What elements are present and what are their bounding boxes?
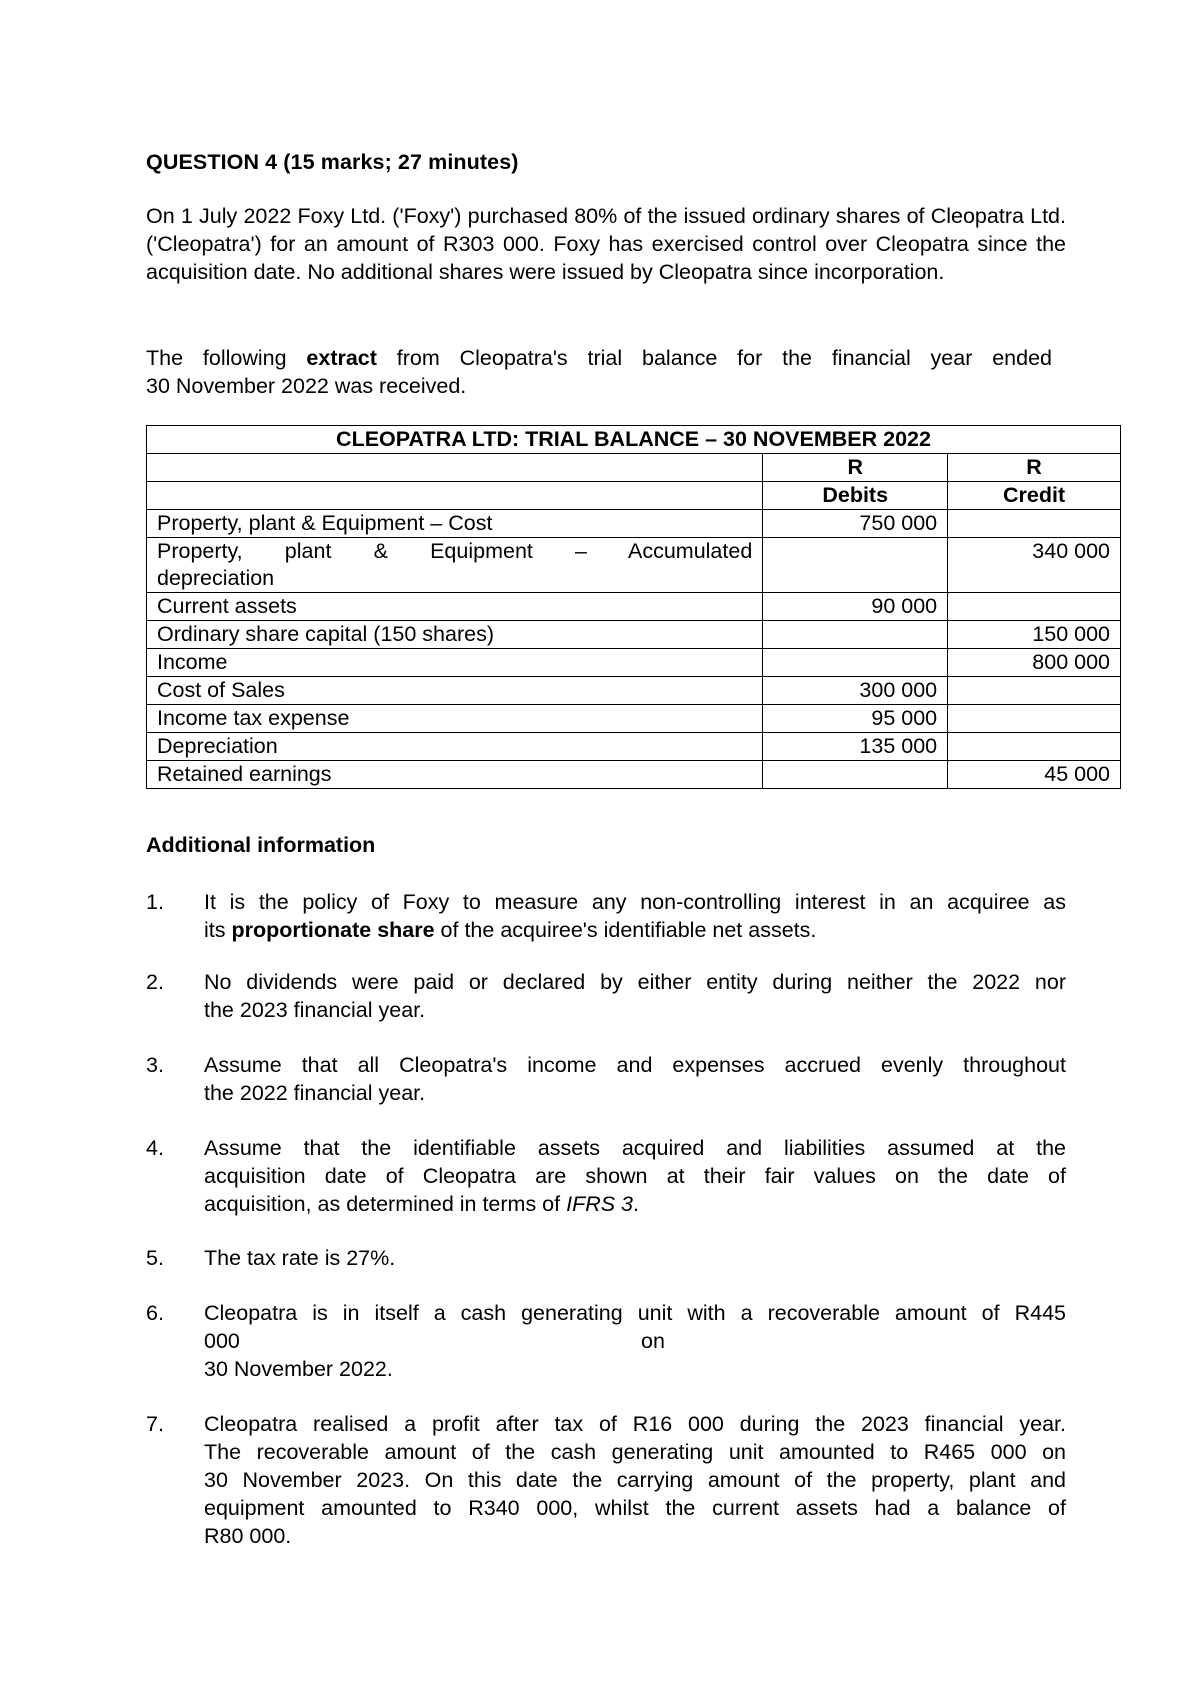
currency-debit: R xyxy=(763,454,948,482)
row-credit: 800 000 xyxy=(948,649,1121,677)
row-debit xyxy=(763,649,948,677)
row-debit: 95 000 xyxy=(763,705,948,733)
row-description: Retained earnings xyxy=(147,761,763,789)
table-title: CLEOPATRA LTD: TRIAL BALANCE – 30 NOVEMBER 2022 xyxy=(147,426,1121,454)
list-item-text xyxy=(204,888,1066,944)
currency-credit: R xyxy=(948,454,1121,482)
extract-pre: The following xyxy=(146,346,307,370)
list-item-text xyxy=(204,1410,1066,1550)
extract-line-2: 30 November 2022 was received. xyxy=(146,374,467,398)
list-item-text xyxy=(204,968,1066,1024)
row-description: Depreciation xyxy=(147,733,763,761)
list-item-line: The recoverable amount of the cash generating unit amounted to R465 000 on xyxy=(204,1440,1066,1464)
extract-line-1 xyxy=(146,344,1052,372)
row-description: Income tax expense xyxy=(147,705,763,733)
table-title-row xyxy=(147,426,1121,454)
list-item-number: 7. xyxy=(146,1412,164,1436)
list-item-text xyxy=(204,1051,1066,1107)
list-item-line: the 2022 financial year. xyxy=(204,1081,426,1105)
row-credit xyxy=(948,705,1121,733)
row-credit: 45 000 xyxy=(948,761,1121,789)
text-fragment: its xyxy=(204,918,232,942)
row-description-line-1: Property, plant & Equipment – Accumulated xyxy=(157,539,753,563)
extract-paragraph xyxy=(146,344,1052,400)
table-row xyxy=(147,538,1121,593)
row-credit: 150 000 xyxy=(948,621,1121,649)
intro-paragraph: On 1 July 2022 Foxy Ltd. ('Foxy') purchased 80% of the issued ordinary shares of Cleopatra Ltd. ('Cleopatra') for an amount of R303 000. Foxy has exercised control over Cleopatra since the acquisition date. No additional shares were issued by Cleopatra since incorporation. xyxy=(146,204,1066,284)
text-fragment: on xyxy=(641,1329,665,1353)
text-fragment: 000 xyxy=(204,1329,240,1353)
text-fragment: of the acquiree's identifiable net assets. xyxy=(434,918,817,942)
table-row xyxy=(147,677,1121,705)
table-header-row xyxy=(147,482,1121,510)
row-description: Income xyxy=(147,649,763,677)
list-item-line: No dividends were paid or declared by either entity during neither the 2022 nor xyxy=(204,970,1066,994)
list-item-line: It is the policy of Foxy to measure any non-controlling interest in an acquiree as xyxy=(204,890,1066,914)
list-item-line: 30 November 2022. xyxy=(204,1357,393,1381)
table-currency-row xyxy=(147,454,1121,482)
bold-fragment: proportionate share xyxy=(231,918,435,942)
column-header-credit: Credit xyxy=(948,482,1121,510)
row-description: Property, plant & Equipment – Cost xyxy=(147,510,763,538)
list-item-line xyxy=(204,1327,1066,1355)
row-debit: 90 000 xyxy=(763,593,948,621)
list-item-line: Assume that the identifiable assets acquired and liabilities assumed at the xyxy=(204,1136,1066,1160)
row-debit xyxy=(763,621,948,649)
list-item-line: the 2023 financial year. xyxy=(204,998,426,1022)
list-item-line: Cleopatra realised a profit after tax of R16 000 during the 2023 financial year. xyxy=(204,1412,1066,1436)
row-credit xyxy=(948,510,1121,538)
row-credit: 340 000 xyxy=(948,538,1121,593)
row-debit: 300 000 xyxy=(763,677,948,705)
list-item-number: 2. xyxy=(146,970,164,994)
list-item-line: R80 000. xyxy=(204,1524,292,1548)
list-item-number: 5. xyxy=(146,1246,164,1270)
list-item-line: Cleopatra is in itself a cash generating unit with a recoverable amount of R445 xyxy=(204,1301,1066,1325)
italic-fragment: IFRS 3 xyxy=(566,1192,633,1216)
row-credit xyxy=(948,733,1121,761)
column-header-debits: Debits xyxy=(763,482,948,510)
row-description: Current assets xyxy=(147,593,763,621)
list-item-line xyxy=(204,1190,1066,1218)
list-item-text xyxy=(204,1134,1066,1218)
list-item-text xyxy=(204,1299,1066,1383)
table-row xyxy=(147,705,1121,733)
row-debit: 135 000 xyxy=(763,733,948,761)
table-row xyxy=(147,649,1121,677)
table-row xyxy=(147,761,1121,789)
list-item-number: 6. xyxy=(146,1301,164,1325)
question-heading: QUESTION 4 (15 marks; 27 minutes) xyxy=(146,150,519,174)
row-debit xyxy=(763,538,948,593)
list-item-line: acquisition date of Cleopatra are shown at their fair values on the date of xyxy=(204,1164,1066,1188)
trial-balance-table xyxy=(146,425,1121,789)
row-debit: 750 000 xyxy=(763,510,948,538)
additional-info-heading: Additional information xyxy=(146,833,376,857)
row-credit xyxy=(948,593,1121,621)
document-page xyxy=(146,148,1110,1548)
text-fragment: . xyxy=(633,1192,639,1216)
table-row xyxy=(147,510,1121,538)
text-fragment: acquisition, as determined in terms of xyxy=(204,1192,567,1216)
list-item-line: The tax rate is 27%. xyxy=(204,1246,396,1270)
row-credit xyxy=(948,677,1121,705)
row-description: Cost of Sales xyxy=(147,677,763,705)
empty-cell xyxy=(147,482,763,510)
list-item-line: Assume that all Cleopatra's income and expenses accrued evenly throughout xyxy=(204,1053,1066,1077)
table-row xyxy=(147,621,1121,649)
list-item-line: equipment amounted to R340 000, whilst the current assets had a balance of xyxy=(204,1496,1066,1520)
list-item-line xyxy=(204,916,1066,944)
list-item-number: 1. xyxy=(146,890,164,914)
table-row xyxy=(147,733,1121,761)
list-item-number: 4. xyxy=(146,1136,164,1160)
table-row xyxy=(147,593,1121,621)
row-description-line-2: depreciation xyxy=(157,566,275,590)
list-item-number: 3. xyxy=(146,1053,164,1077)
row-description xyxy=(147,538,763,593)
extract-bold-word: extract xyxy=(306,346,377,370)
row-debit xyxy=(763,761,948,789)
empty-cell xyxy=(147,454,763,482)
list-item-text xyxy=(204,1244,1066,1272)
extract-post: from Cleopatra's trial balance for the financial year ended xyxy=(376,346,1053,370)
list-item-line: 30 November 2023. On this date the carrying amount of the property, plant and xyxy=(204,1468,1066,1492)
row-description: Ordinary share capital (150 shares) xyxy=(147,621,763,649)
